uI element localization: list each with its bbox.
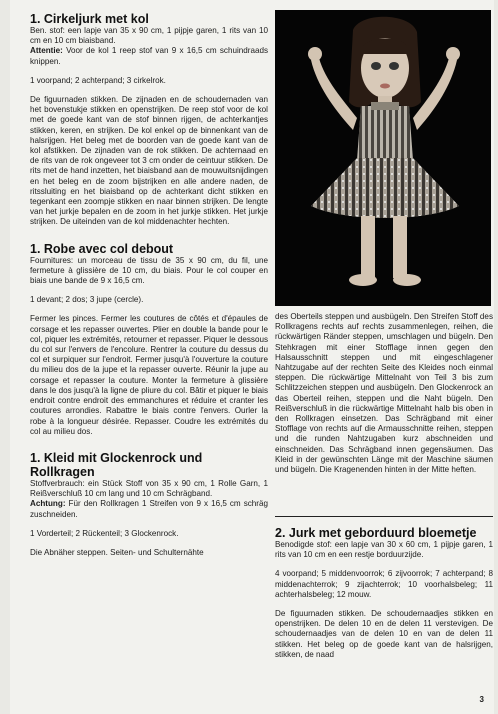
doll-illustration bbox=[275, 10, 491, 306]
page-number: 3 bbox=[479, 695, 484, 704]
section-title-kleid-line2: Rollkragen bbox=[30, 464, 95, 479]
materials-text-de: Stoffverbrauch: ein Stück Stoff von 35 x 90 cm, 1 Rolle Garn, 1 Reißverschluß 10 cm lang und 10 cm Schrägband. bbox=[30, 478, 268, 499]
magazine-page bbox=[10, 0, 494, 714]
section-title-jurk: 2. Jurk met geborduurd bloemetje bbox=[275, 526, 477, 540]
parts-text-fr: 1 devant; 2 dos; 3 jupe (cercle). bbox=[30, 295, 144, 305]
parts-text-jurk: 4 voorpand; 5 middenvoorrok; 6 zijvoorrok; 7 achterpand; 8 middenachterrok; 9 zijachterrok; 10 voorhalsbeleg; 11 achterhalsbeleg; 12 mouw. bbox=[275, 569, 493, 599]
right-column-top bbox=[275, 312, 493, 475]
section-divider bbox=[275, 516, 493, 517]
instructions-text-de-start: Die Abnäher steppen. Seiten- und Schulternähte bbox=[30, 547, 204, 557]
instructions-text-fr: Fermer les pinces. Fermer les coutures de côtés et d'épaules de corsage et les repasser ouvertes. Plier en double la bande pour le col, piquer les extrémités, retourner et repasser. Piquer le dessous du col sur l'envers de l'encolure. Rentrer la couture du dessus du col et surpiquer sur l'endroit. Fermer jusqu'à l'ouverture la couture du milieu dos de la jupe et la repasser ouverte. Réunir la jupe au corsage et repasser la couture. Monter la fermeture à glissière dans le dos jusqu'à la ligne de pliure du col. Bâtir et piquer le biais endroit contre endroit des emmanchures et réduire et cranter les coutures arrondies. Rabattre le biais contre l'envers. Ourler la robe à la longueur désirée. Repasser. Coudre les extrémités du col au milieu dos. bbox=[30, 314, 268, 436]
parts-text: 1 voorpand; 2 achterpand; 3 cirkelrok. bbox=[30, 75, 166, 85]
achtung-label: Achtung: bbox=[30, 499, 66, 509]
instructions-text: De figuurnaden stikken. De zijnaden en de schoudernaden van het bovenstukje stikken en openstrijken. De reep stof voor de kol met de goede kant van de stof binnen rijgen, de achterkantjes stikken, keren, en strijken. De kol enkel op de binnenkant van de halsrijgen. Het beleg met de boorden van de goede kant van de kol afstikken. De zijnaden van de rok stikken. De achternaad en de rits van de rok ongeveer tot 3 cm onder de ceintuur stikken. De rits met de hand inzetten, het biaisband aan de mouwuitsnijdingen en het beleg en de zoom bijstrijken en alle andere naden, de ritssluiting en het biaisband op de achterkant dicht stikken en tegenkant een zoompje stikken en naar binnen strijken. De lengte van het jurkje bepalen en de zoom in het jurkje stikken. Het jurkje strijken. De uiteinden van de kol middenachter hechten. bbox=[30, 95, 268, 227]
achtung-text bbox=[30, 499, 268, 519]
instructions-text-de: des Oberteils steppen und ausbügeln. Den Streifen Stoff des Rollkragens rechts auf rechts zusammenlegen, reihen, die rückwärtigen Ränder steppen, umschlagen und bügeln. Den Stehkragen mit einer Stofflage innen gegen den Halsausschnitt steppen und mit eingeschlagener Nahtzugabe auf der rechten Seite des Kleides noch einmal steppen. Die rückwärtige Mittelnaht von Teil 3 bis zum Schlitzzeichen steppen und ausbügeln. Den Glockenrock an das Oberteil reihen, steppen und die Naht bügeln. Den Reißverschluß in die rückwärtige Mittelnaht halb bis oben in den Rollkragen einsetzen. Das Schrägband mit einer Stofflage von rechts auf die Armausschnitte reihen, steppen und die runden Nahtzugaben kurz abschneiden und einschneiden. Das Schrägband innen gegensäumen. Das Kleid in der gewünschten Länge mit der Maschine säumen und bügeln. Die Kragenenden hinten in der Mitte heften. bbox=[275, 312, 493, 475]
doll-photo bbox=[275, 10, 491, 306]
attentie-label: Attentie: bbox=[30, 46, 63, 56]
section-title-kleid-line1: 1. Kleid mit Glockenrock und bbox=[30, 450, 203, 465]
parts-text-de: 1 Vorderteil; 2 Rückenteil; 3 Glockenrock. bbox=[30, 528, 179, 538]
achtung-body: Für den Rollkragen 1 Streifen von 9 x 16,5 cm schräg zuschneiden. bbox=[30, 499, 268, 519]
instructions-text-jurk: De figuurnaden stikken. De schoudernaadjes stikken en openstrijken. De delen 10 en de delen 11 verstevigen. De schoudernaadjes van de delen 10 en van de delen 11 stikken. Het beleg op de goede kant van de halsrijgen, stikken, de naad bbox=[275, 609, 493, 659]
materials-text-fr: Fournitures: un morceau de tissu de 35 x 90 cm, du fil, une fermeture à glissière de 10 cm, du biais. Pour le col couper en biais une bande de 9 x 16,5 cm. bbox=[30, 255, 268, 286]
materials-text: Ben. stof: een lapje van 35 x 90 cm, 1 pijpje garen, 1 rits van 10 cm en 10 cm biaisband. bbox=[30, 26, 268, 46]
attentie-body: Voor de kol 1 reep stof van 9 x 16,5 cm schuindraads knippen. bbox=[30, 46, 268, 66]
section-title-robe: 1. Robe avec col debout bbox=[30, 241, 174, 256]
attentie-text bbox=[30, 46, 268, 66]
materials-text-jurk: Benodigde stof: een lapje van 30 x 60 cm, 1 pijpje garen, 1 rits van 10 cm en een restje borduurzijde. bbox=[275, 540, 493, 560]
section-title-cirkeljurk: 1. Cirkeljurk met kol bbox=[30, 12, 149, 26]
left-column bbox=[30, 12, 268, 558]
right-column-bottom bbox=[275, 526, 493, 660]
